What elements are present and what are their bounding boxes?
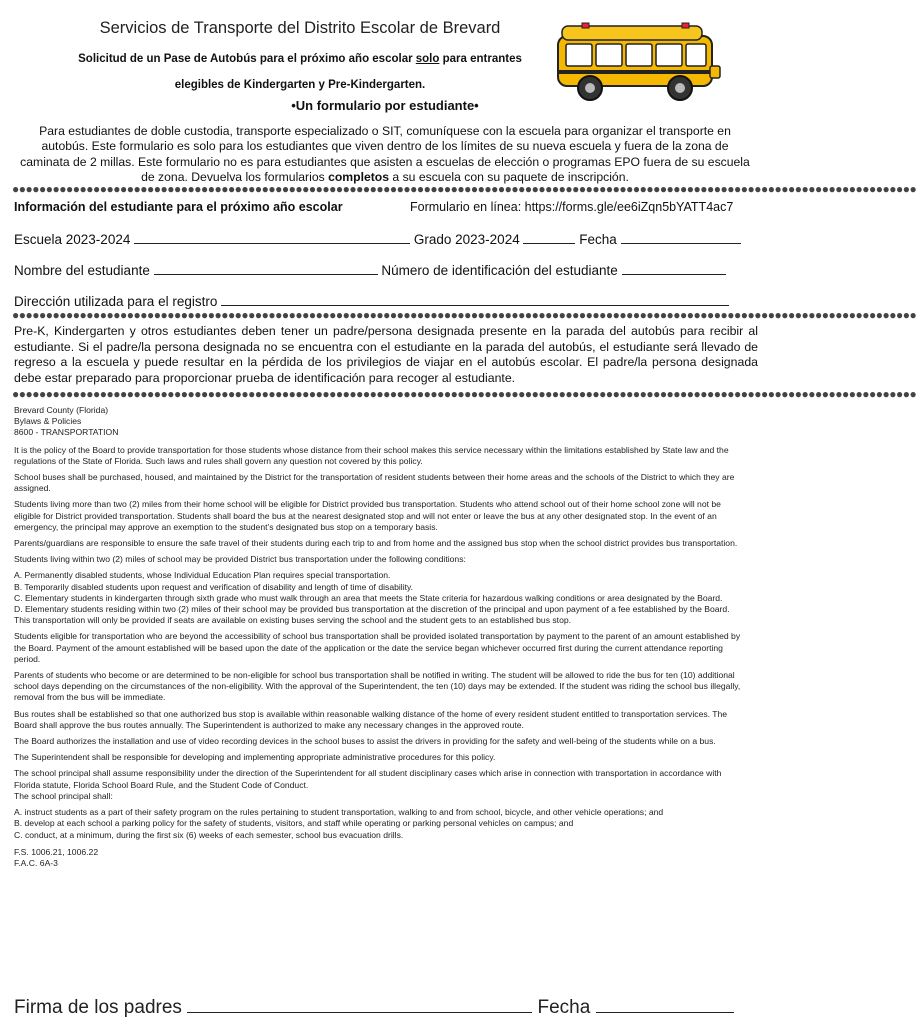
policy-condition: A. Permanently disabled students, whose Individual Education Plan requires special transportation. [14, 570, 391, 581]
signature-row [14, 996, 756, 1019]
policy-paragraph: Students eligible for transportation who are beyond the accessibility of school bus transportation shall be provided isolated transportation by payment to the parent of an amount established by the Board. Payment of the amount established will be based upon the date of the application or the date the service began whichever occurred first during the current attendance reporting period. [14, 631, 741, 664]
policy-paragraph: Students living within two (2) miles of school may be provided District bus transportation under the following conditions: [14, 554, 466, 565]
date-field[interactable] [621, 231, 741, 244]
policy-duty: C. conduct, at a minimum, during the first six (6) weeks of each semester, school bus evacuation drills. [14, 829, 404, 840]
policy-paragraph: School buses shall be purchased, housed, and maintained by the District for the transportation of resident students between their home areas and the schools of the District to which they are assigned. [14, 472, 735, 494]
policy-paragraph: It is the policy of the Board to provide transportation for those students whose distance from their school makes this service necessary within the limitations established by State law and the regulations of the State of Florida. Such laws and rules shall govern any question not covered by this policy. [14, 444, 729, 466]
parent-signature-field[interactable] [187, 996, 532, 1013]
online-form-link[interactable]: Formulario en línea: https://forms.gle/ee6iZqn5bYATT4ac7 [410, 200, 734, 214]
intro-paragraph [16, 124, 754, 186]
policy-paragraph: Parents/guardians are responsible to ensure the safe travel of their students during each trip to and from home and the assigned bus stop when the school district provides bus transportation. [14, 538, 738, 549]
policy-footer-line: F.S. 1006.21, 1006.22 [14, 846, 99, 857]
policy-footer-line: F.A.C. 6A-3 [14, 857, 58, 868]
parent-signature-label: Firma de los padres [14, 997, 182, 1018]
policy-duty: B. develop at each school a parking policy for the safety of students, visitors, and staff while operating or parking personal vehicles on campus; and [14, 818, 574, 829]
policy-paragraph: The Board authorizes the installation and use of video recording devices in the school buses to assist the drivers in providing for the safety and well-being of the students while on a bus. [14, 736, 716, 747]
subtitle-text-end: para entrantes [439, 53, 522, 65]
policy-header-line: Bylaws & Policies [14, 416, 82, 427]
date-label: Fecha [579, 232, 617, 247]
school-field[interactable] [134, 231, 410, 244]
intro-bold: completos [328, 170, 390, 185]
section-title: Información del estudiante para el próximo año escolar [14, 200, 343, 214]
policy-condition: B. Temporarily disabled students upon request and verification of disability and length of time of disability. [14, 581, 414, 592]
intro-text: Para estudiantes de doble custodia, transporte especializado o SIT, comuníquese con la escuela para organizar el transporte en autobús. Este formulario es solo para los estudiantes que viven dentro de los límites de su nueva escuela y fuera de la zona de caminata de 2 millas. Este formulario no es para estudiantes que asisten a escuelas de elección o programas EPO fuera de su escuela de zona. Devuelva los formularios [20, 124, 750, 185]
policy-header-line: Brevard County (Florida) [14, 405, 109, 415]
policy-condition: C. Elementary students in kindergarten through sixth grade who must walk through an area that meets the State criteria for hazardous walking conditions or area designated by the Board. [14, 592, 723, 603]
policy-paragraph: Bus routes shall be established so that one authorized bus stop is available within reasonable walking distance of the home of every resident student entitled to transportation services. The Board shall approve the bus routes annually. The Superintendent is authorized to make any necessary changes in the approved route. [14, 708, 728, 730]
school-label: Escuela 2023-2024 [14, 232, 131, 247]
policy-paragraph: The school principal shall assume responsibility under the direction of the Superintendent for all student disciplinary cases which arise in connection with transportation in accordance with Florida statute, Florida School Board Rule, and the Student Code of Conduct. [14, 768, 722, 790]
dotted-divider: ●●●●●●●●●●●●●●●●●●●●●●●●●●●●●●●●●●●●●●●●●●●●●●●●●●●●●●●●●●●●●●●●●●●●●●●●●●●●●●●●●●●●●●●●●●●●●●●●●●●●●●●●●●●●●●●●●●●●●●●●●●●●●●●●●●●●●● [12, 308, 916, 322]
policy-paragraph: Parents of students who become or are determined to be non-eligible for school bus transportation shall be notified in writing. The student will be allowed to ride the bus for ten (10) additional school days depending on the circumstances of the non-eligibility. With the approval of the Superintendent, the ten (10) days may be extended. If the student was riding the school bus illegally, removal from the bus will be immediate. [14, 670, 741, 703]
student-name-field[interactable] [154, 262, 378, 275]
policy-paragraph: The school principal shall: [14, 790, 113, 801]
subtitle-line2: elegibles de Kindergarten y Pre-Kindergarten. [174, 79, 426, 91]
address-field[interactable] [221, 293, 729, 306]
student-id-label: Número de identificación del estudiante [381, 263, 618, 278]
dotted-divider: ●●●●●●●●●●●●●●●●●●●●●●●●●●●●●●●●●●●●●●●●●●●●●●●●●●●●●●●●●●●●●●●●●●●●●●●●●●●●●●●●●●●●●●●●●●●●●●●●●●●●●●●●●●●●●●●●●●●●●●●●●●●●●●●●●●●●●● [12, 387, 916, 401]
grade-field[interactable] [523, 231, 575, 244]
one-form-notice: •Un formulario por estudiante• [291, 98, 479, 113]
policy-condition: D. Elementary students residing within two (2) miles of their school may be provided bus transportation at the discretion of the principal and upon payment of a fee established by the Board. This transportation will only be provided if seats are available on existing buses serving the school and the student gets to an established bus stop. [14, 604, 730, 626]
address-row [14, 293, 756, 309]
signature-date-label: Fecha [537, 997, 591, 1018]
student-name-label: Nombre del estudiante [14, 263, 150, 278]
page-subtitle [40, 46, 560, 98]
address-label: Dirección utilizada para el registro [14, 294, 218, 309]
page-title: Servicios de Transporte del Distrito Escolar de Brevard [99, 19, 501, 37]
subtitle-text: Solicitud de un Pase de Autobús para el próximo año escolar [78, 53, 416, 65]
school-bus-icon [552, 22, 724, 104]
grade-label: Grado 2023-2024 [413, 232, 520, 247]
parent-pickup-notice: Pre-K, Kindergarten y otros estudiantes deben tener un padre/persona designada presente en la parada del autobús para recibir al estudiante. Si el padre/la persona designada no se encuentra con el estudiante en la parada del autobús, el estudiante será llevado de regreso a la escuela y puede resultar en la pérdida de los privilegios de viajar en el autobús escolar. El padre/la persona designada debe estar preparado para proporcionar prueba de identificación para recoger al estudiante. [14, 324, 758, 385]
dotted-divider: ●●●●●●●●●●●●●●●●●●●●●●●●●●●●●●●●●●●●●●●●●●●●●●●●●●●●●●●●●●●●●●●●●●●●●●●●●●●●●●●●●●●●●●●●●●●●●●●●●●●●●●●●●●●●●●●●●●●●●●●●●●●●●●●●●●●●●● [12, 182, 916, 196]
policy-duty: A. instruct students as a part of their safety program on the rules pertaining to student transportation, walking to and from school, bicycle, and other vehicle operations; and [14, 807, 664, 818]
transportation-policy [14, 405, 744, 869]
policy-paragraph: Students living more than two (2) miles from their home school will be eligible for District provided bus transportation. Students who attend school out of their home school zone will not be eligible for District provided transportation. Students shall board the bus at the nearest designated stop and will not enter or leave the bus at any other designated stop. In the event of an emergency, the principal may approve an exemption to the student’s designated bus stop on a temporary basis. [14, 499, 721, 532]
policy-header-line: 8600 - TRANSPORTATION [14, 427, 119, 438]
subtitle-solo: solo [415, 53, 440, 65]
signature-date-field[interactable] [596, 996, 734, 1013]
intro-text-end: a su escuela con su paquete de inscripción. [389, 170, 629, 185]
student-name-row [14, 262, 756, 278]
school-grade-row [14, 231, 756, 247]
student-id-field[interactable] [622, 262, 726, 275]
policy-paragraph: The Superintendent shall be responsible for developing and implementing appropriate administrative procedures for this policy. [14, 752, 496, 763]
